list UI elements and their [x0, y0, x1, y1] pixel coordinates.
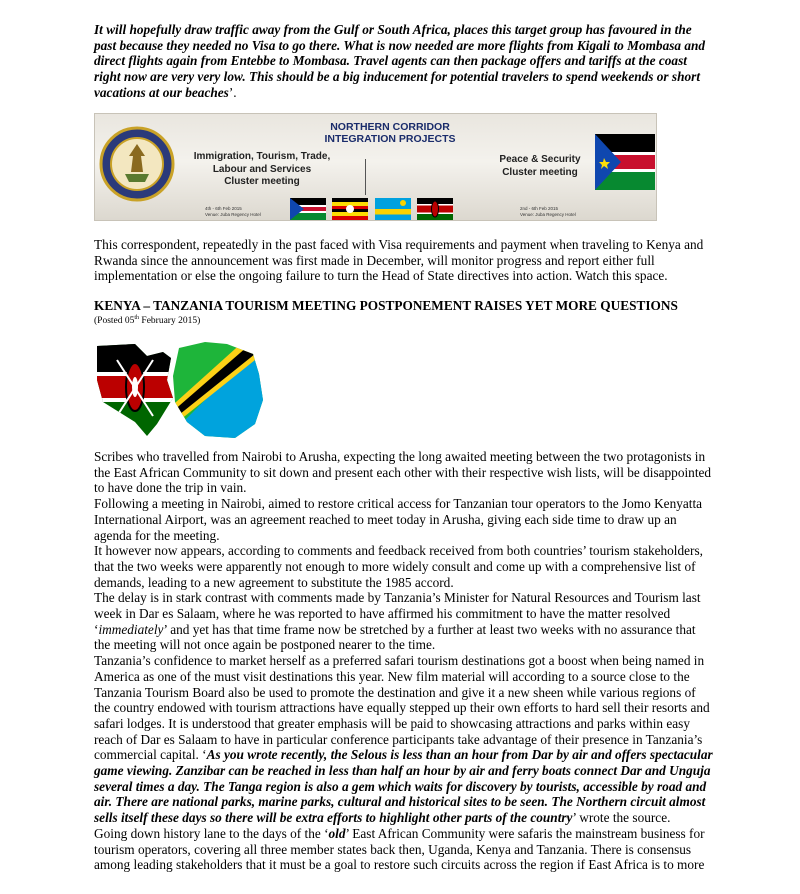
banner-title-line1: NORTHERN CORRIDOR: [330, 121, 450, 133]
rwanda-flag-icon: [375, 198, 411, 220]
intro-quote-end: ’.: [228, 84, 237, 100]
banner-flags: [290, 198, 456, 221]
banner-divider: [365, 159, 366, 195]
kenya-tanzania-flag-maps-icon: [95, 340, 265, 440]
article-body: [94, 449, 714, 873]
south-sudan-flag-icon: [290, 198, 326, 220]
uganda-flag-icon: [332, 198, 368, 220]
banner-right-block: [470, 154, 610, 179]
body-p4-a: The delay is in stark contrast with comments made by Tanzania’s Minister for Natural Resources and Tourism last week in Dar es Salaam, where he was reported to have affirmed his commitment to have the matter resolved ‘: [94, 590, 701, 637]
coat-of-arms-icon: [99, 126, 175, 202]
posted-date: [94, 312, 200, 327]
correspondent-paragraph-text: This correspondent, repeatedly in the past faced with Visa requirements and payment when traveling to Kenya and Rwanda since the announcement was first made in December, will monitor progress and report either full implementation or else the ongoing failure to turn the Head of State directives into action. Watch this space.: [94, 237, 704, 284]
body-p6-a: Going down history lane to the days of the ‘: [94, 825, 329, 841]
banner-right-line1: Peace & Security: [499, 154, 581, 165]
intro-quote-text: It will hopefully draw traffic away from the Gulf or South Africa, places this target group has favoured in the past because they needed no Visa to go there. What is now needed are more flights from Kigali to Mombasa and direct flights again from Entebbe to Mombasa. Travel agents can then package offers and tariffs at the coast right now are very very low. This should be a big inducement for potential travelers to spend weekends or short vacations at our beaches: [94, 22, 706, 100]
body-p6-italic: old: [328, 825, 346, 841]
conference-banner-image: [94, 113, 657, 221]
banner-left-line1: Immigration, Tourism, Trade,: [193, 151, 331, 162]
body-p5-a: Tanzania’s confidence to market herself as a preferred safari tourism destinations got a boost when being named in America as one of the must visit destinations this year. New film material will according to a source close to the Tanzania Tourism Board also be used to promote the destination and give it a new sheen while various regions of the country endowed with tourism attractions have equally stepped up their own efforts to hard sell their resorts and safari lodges. It is understood that greater emphasis will be paid to showcasing attractions and parks within easy reach of Dar es Salaam to have in particular conference participants take advantage of their presence in Tanzania’s commercial capital. ‘: [94, 653, 710, 763]
posted-sup: th: [134, 315, 140, 321]
posted-prefix: (Posted 05: [94, 316, 135, 327]
body-paragraph-6: [94, 826, 714, 873]
correspondent-paragraph: [94, 237, 714, 284]
banner-title-line2: INTEGRATION PROJECTS: [324, 133, 456, 145]
banner-right-date: [520, 206, 576, 217]
intro-quote: [94, 22, 714, 101]
body-paragraph-4: [94, 590, 714, 653]
banner-left-line2: Labour and Services: [212, 163, 312, 175]
banner-right-line2: Cluster meeting: [502, 166, 578, 178]
banner-right-venue-text: Venue: Juba Regency Hotel: [520, 211, 576, 217]
body-p4-italic: immediately: [98, 621, 164, 637]
body-p5-c: ’ wrote the source.: [572, 810, 671, 826]
posted-suffix: February 2015): [139, 316, 201, 327]
banner-left-date-text: 4th - 6th Feb 2015: [205, 206, 242, 211]
body-paragraph-2: Following a meeting in Nairobi, aimed to restore critical access for Tanzanian tour operators to the Jomo Kenyatta International Airport, was an agreement reached to meet today in Arusha, giving each side time to draw up an agenda for the meeting.: [94, 496, 703, 543]
body-p4-b: ’ and yet has that time frame now be stretched by a further at least two weeks with no assurance that the meeting will not once again be postponed nearer to the time.: [94, 621, 696, 653]
kenya-flag-icon: [417, 198, 453, 220]
south-sudan-large-flag-icon: [595, 134, 655, 190]
body-paragraph-5: [94, 653, 714, 826]
body-p6-b: ’ East African Community were safaris the mainstream business for tourism operators, covering all three member states back then, Uganda, Kenya and Tanzania. There is consensus among leading stakeholders that it must be a goal to restore such circuits across the region if East Africa is to more: [94, 825, 705, 873]
body-paragraph-3: It however now appears, according to comments and feedback received from both countries’ tourism stakeholders, that the two weeks were apparently not enough to more widely consult and come up with a comprehensive list of demands, leading to a new agreement to substitute the 1985 accord.: [94, 543, 703, 590]
banner-left-date: [205, 206, 261, 217]
banner-title: [285, 121, 495, 145]
banner-left-block: [177, 151, 347, 189]
banner-left-line3: Cluster meeting: [224, 176, 300, 187]
body-p5-quote: As you wrote recently, the Selous is less than an hour from Dar by air and offers spectacular game viewing. Zanzibar can be reached in less than half an hour by air and ferry boats connect Dar and Unguja several times a day. The Tanga region is also a gem which waits for discovery by tourists, accessible by road and air. There are national parks, marine parks, cultural and historical sites to be seen. The Northern circuit almost sells itself these days so there will be extra efforts to highlight other parts of the country: [94, 747, 713, 826]
article-heading: KENYA – TANZANIA TOURISM MEETING POSTPONEMENT RAISES YET MORE QUESTIONS: [94, 298, 678, 313]
body-paragraph-1: Scribes who travelled from Nairobi to Arusha, expecting the long awaited meeting between the two protagonists in the East African Community to sit down and present each other with their respective wish lists, will be disappointed to have done the trip in vain.: [94, 449, 712, 496]
banner-right-date-text: 2nd - 6th Feb 2015: [520, 206, 559, 211]
banner-left-venue-text: Venue: Juba Regency Hotel: [205, 211, 261, 217]
